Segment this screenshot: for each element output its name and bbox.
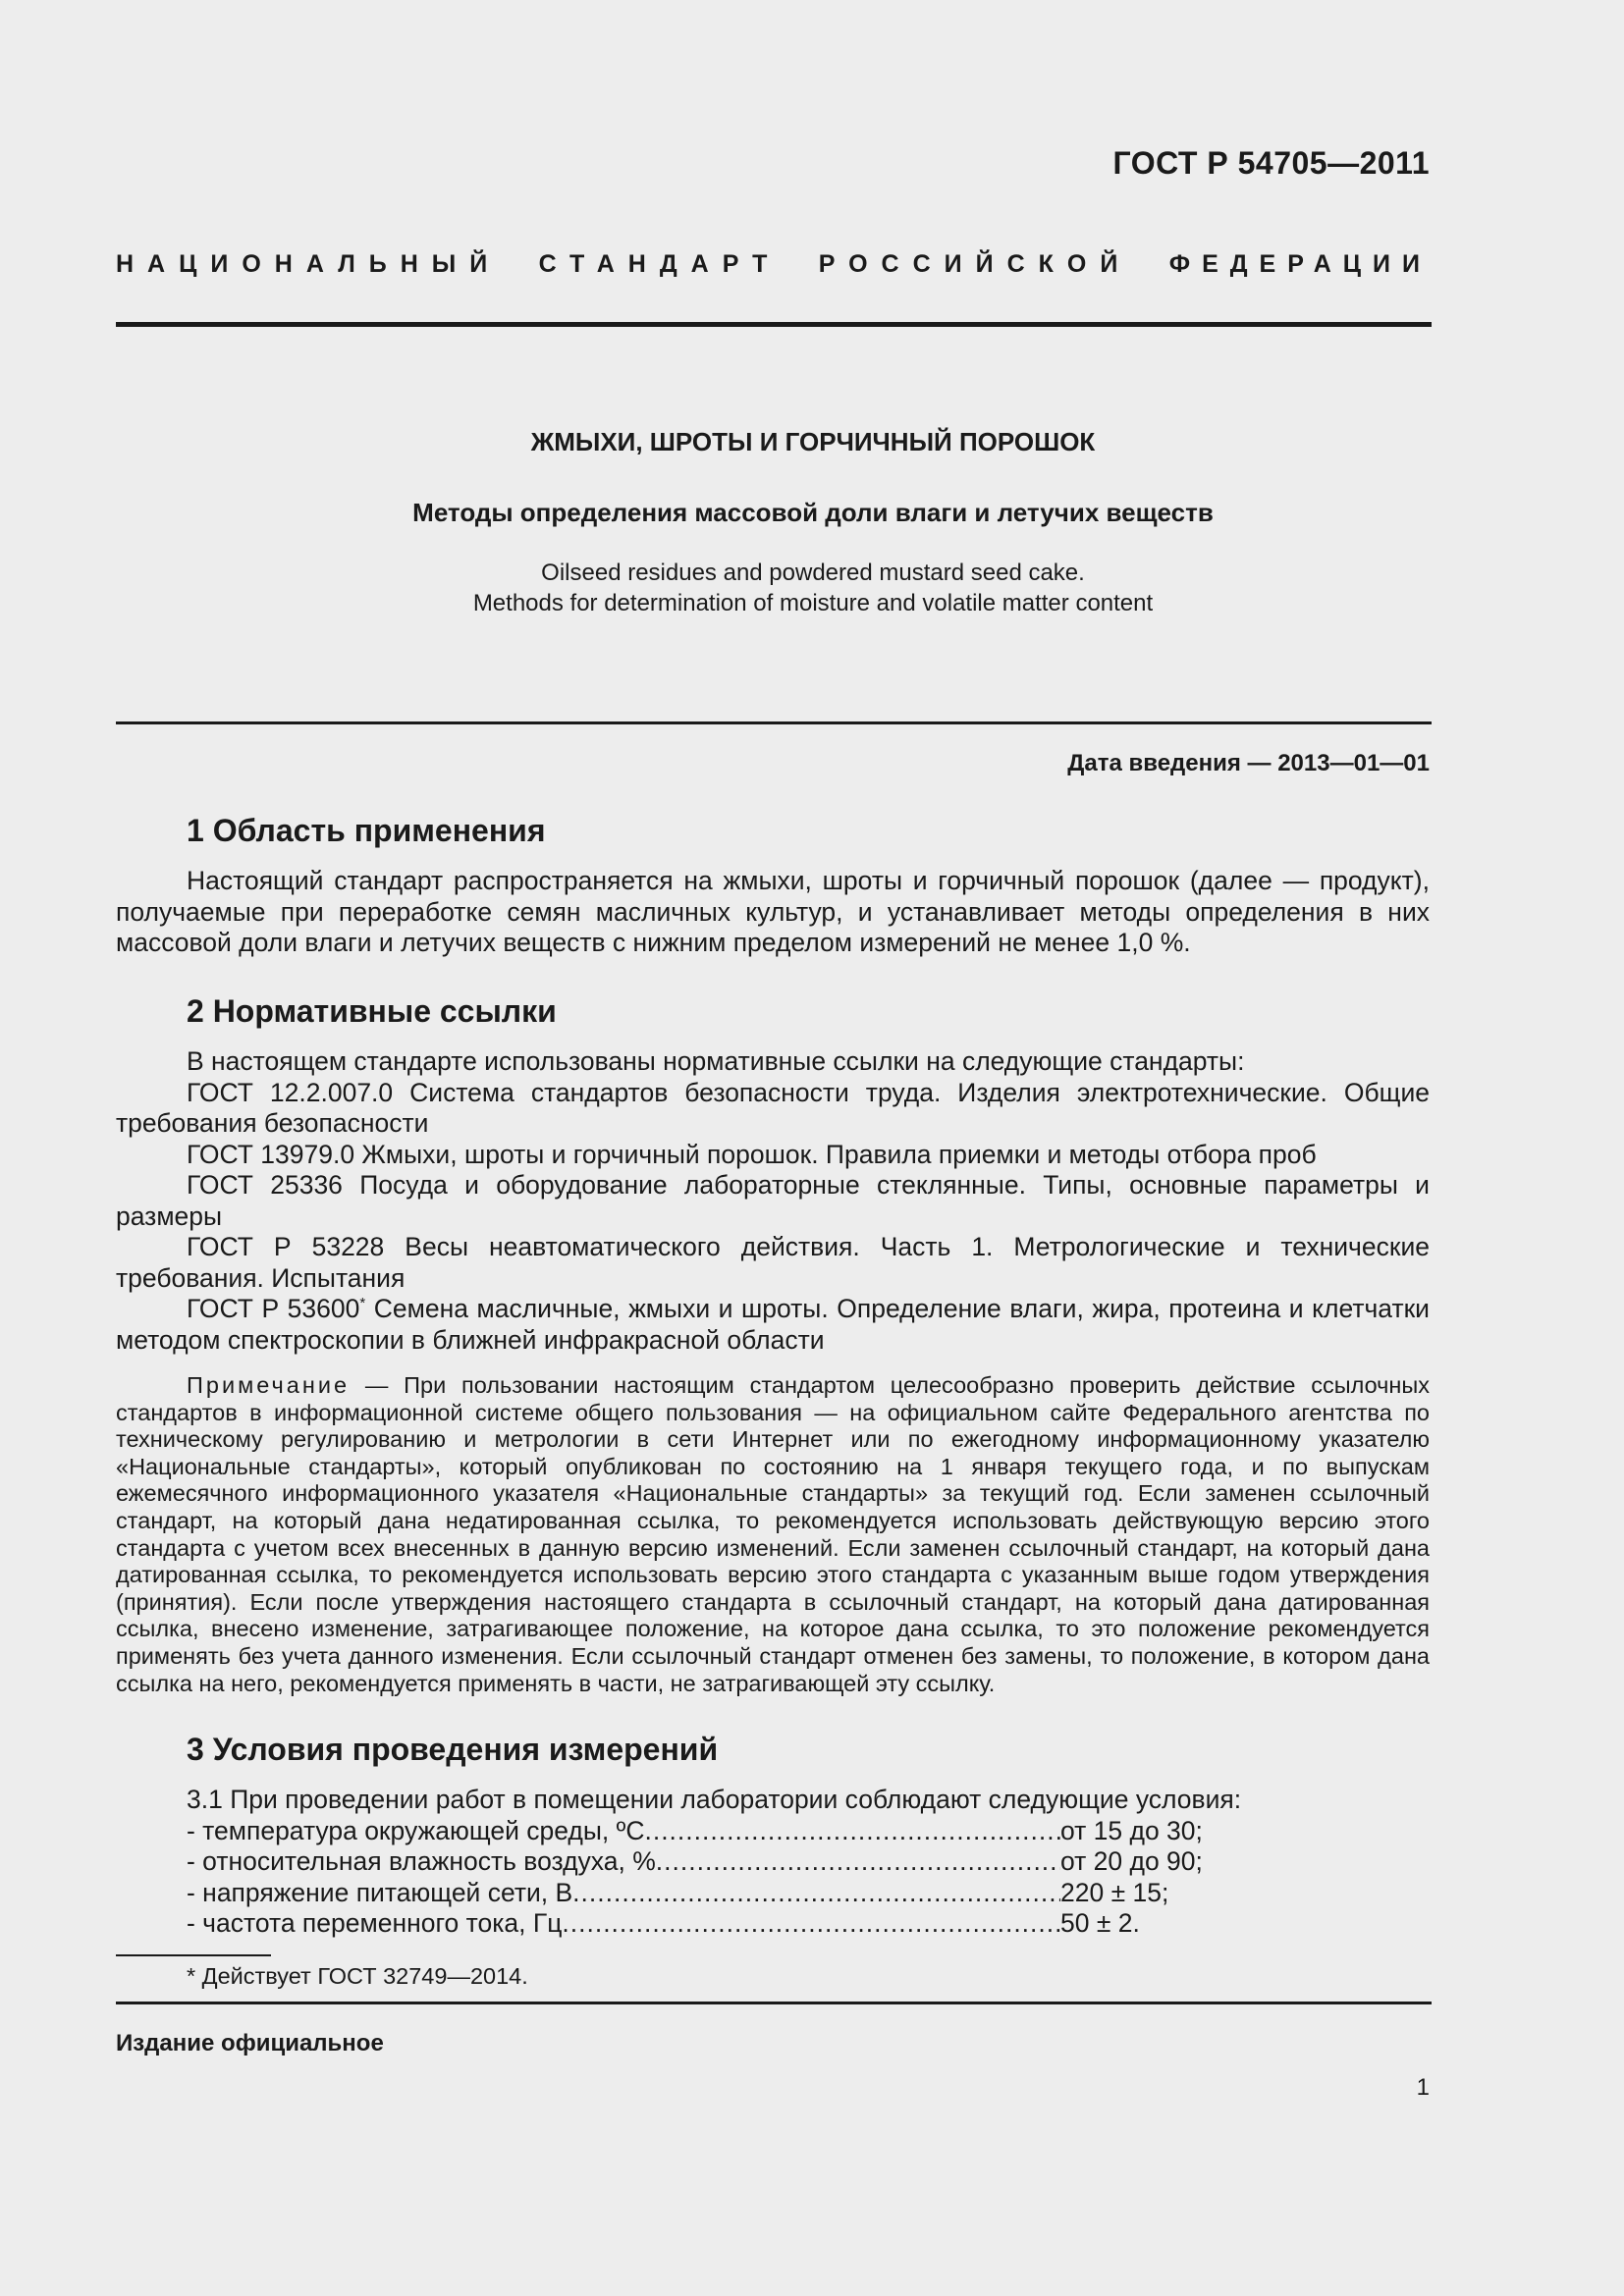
national-standard-banner (116, 250, 1432, 279)
reference-code: ГОСТ Р 53600 (187, 1294, 360, 1323)
condition-label: - относительная влажность воздуха, % (187, 1846, 656, 1876)
banner-word: ФЕДЕРАЦИИ (1168, 250, 1432, 278)
document-code: ГОСТ Р 54705—2011 (1112, 145, 1430, 181)
section-heading: 2 Нормативные ссылки (187, 993, 557, 1029)
title-divider (116, 721, 1432, 724)
conditions-block (187, 1785, 1241, 1940)
banner-word: СТАНДАРТ (538, 250, 782, 278)
section-body (116, 866, 1430, 959)
footnote-divider (116, 1954, 271, 1956)
document-title: ЖМЫХИ, ШРОТЫ И ГОРЧИЧНЫЙ ПОРОШОК (530, 427, 1096, 456)
conditions-intro: 3.1 При проведении работ в помещении лаборатории соблюдают следующие условия: (187, 1785, 1242, 1814)
reference-item: ГОСТ 13979.0 Жмыхи, шроты и горчичный порошок. Правила приемки и методы отбора проб (187, 1139, 1317, 1169)
reference-item: ГОСТ Р 53228 Весы неавтоматического действия. Часть 1. Метрологические и технические требования. Испытания (116, 1232, 1430, 1293)
condition-label: - температура окружающей среды, ºС (187, 1815, 645, 1845)
footer-divider (116, 2002, 1432, 2004)
condition-row (187, 1816, 1218, 1847)
introduction-date: Дата введения — 2013—01—01 (1067, 750, 1430, 776)
condition-value: от 20 до 90; (1060, 1846, 1203, 1876)
reference-item (116, 1294, 1430, 1356)
condition-label: - частота переменного тока, Гц (187, 1908, 563, 1938)
english-title-line: Oilseed residues and powdered mustard seed cake. (541, 560, 1085, 586)
condition-row (187, 1878, 1218, 1909)
english-title (116, 558, 1510, 618)
condition-row (187, 1908, 1218, 1940)
header-divider (116, 322, 1432, 327)
paragraph: Настоящий стандарт распространяется на жмыхи, шроты и горчичный порошок (далее — продукт), получаемые при переработке семян масличных культур, и устанавливает методы определения в них массовой доли влаги и летучих веществ с нижним пределом измерений не менее 1,0 %. (116, 866, 1430, 957)
page-number: 1 (1416, 2074, 1430, 2101)
note-label: Примечание (187, 1372, 351, 1398)
footnote: * Действует ГОСТ 32749—2014. (187, 1963, 528, 1989)
note-paragraph (116, 1372, 1430, 1697)
banner-word: РОССИЙСКОЙ (818, 250, 1132, 278)
condition-row (187, 1846, 1218, 1878)
english-title-line: Methods for determination of moisture and volatile matter content (472, 590, 1154, 616)
condition-label: - напряжение питающей сети, В (187, 1877, 573, 1907)
paragraph: В настоящем стандарте использованы нормативные ссылки на следующие стандарты: (187, 1046, 1245, 1076)
document-subtitle: Методы определения массовой доли влаги и летучих веществ (412, 498, 1214, 527)
reference-item: ГОСТ 25336 Посуда и оборудование лабораторные стеклянные. Типы, основные параметры и размеры (116, 1170, 1430, 1231)
footnote-marker: * (359, 1295, 366, 1312)
condition-value: от 15 до 30; (1060, 1815, 1203, 1845)
references-list (116, 1046, 1430, 1356)
note-text: — При пользовании настоящим стандартом целесообразно проверить действие ссылочных стандартов в информационной системе общего пользования — на официальном сайте Федерального агентства по техническому регулированию и метрологии в сети Интернет или по ежегодному информационному указателю «Национальные стандарты», который опубликован по состоянию на 1 января текущего года, и по выпускам ежемесячного информационного указателя «Национальные стандарты» за текущий год. Если заменен ссылочный стандарт, на который дана недатированная ссылка, то рекомендуется использовать действующую версию этого стандарта с учетом всех внесенных в данную версию изменений. Если заменен ссылочный стандарт, на который дана датированная ссылка, то рекомендуется использовать версию этого стандарта с указанным выше годом утверждения (принятия). Если после утверждения настоящего стандарта в ссылочный стандарт, на который дана датированная ссылка, внесено изменение, затрагивающее положение, на которое дана ссылка, то это положение рекомендуется применять без учета данного изменения. Если ссылочный стандарт отменен без замены, то положение, в котором дана ссылка на него, рекомендуется применять в части, не затрагивающей эту ссылку. (116, 1372, 1430, 1696)
reference-text: Семена масличные, жмыхи и шроты. Определение влаги, жира, протеина и клетчатки методом спектроскопии в ближней инфракрасной области (116, 1294, 1430, 1355)
reference-item: ГОСТ 12.2.007.0 Система стандартов безопасности труда. Изделия электротехнические. Общие требования безопасности (116, 1077, 1430, 1138)
note-block (116, 1372, 1430, 1697)
section-heading: 1 Область применения (187, 813, 546, 848)
condition-value: 220 ± 15; (1060, 1877, 1169, 1907)
section-heading: 3 Условия проведения измерений (187, 1732, 719, 1767)
banner-word: НАЦИОНАЛЬНЫЙ (116, 250, 502, 278)
edition-label: Издание официальное (116, 2030, 384, 2056)
condition-value: 50 ± 2. (1060, 1908, 1140, 1938)
